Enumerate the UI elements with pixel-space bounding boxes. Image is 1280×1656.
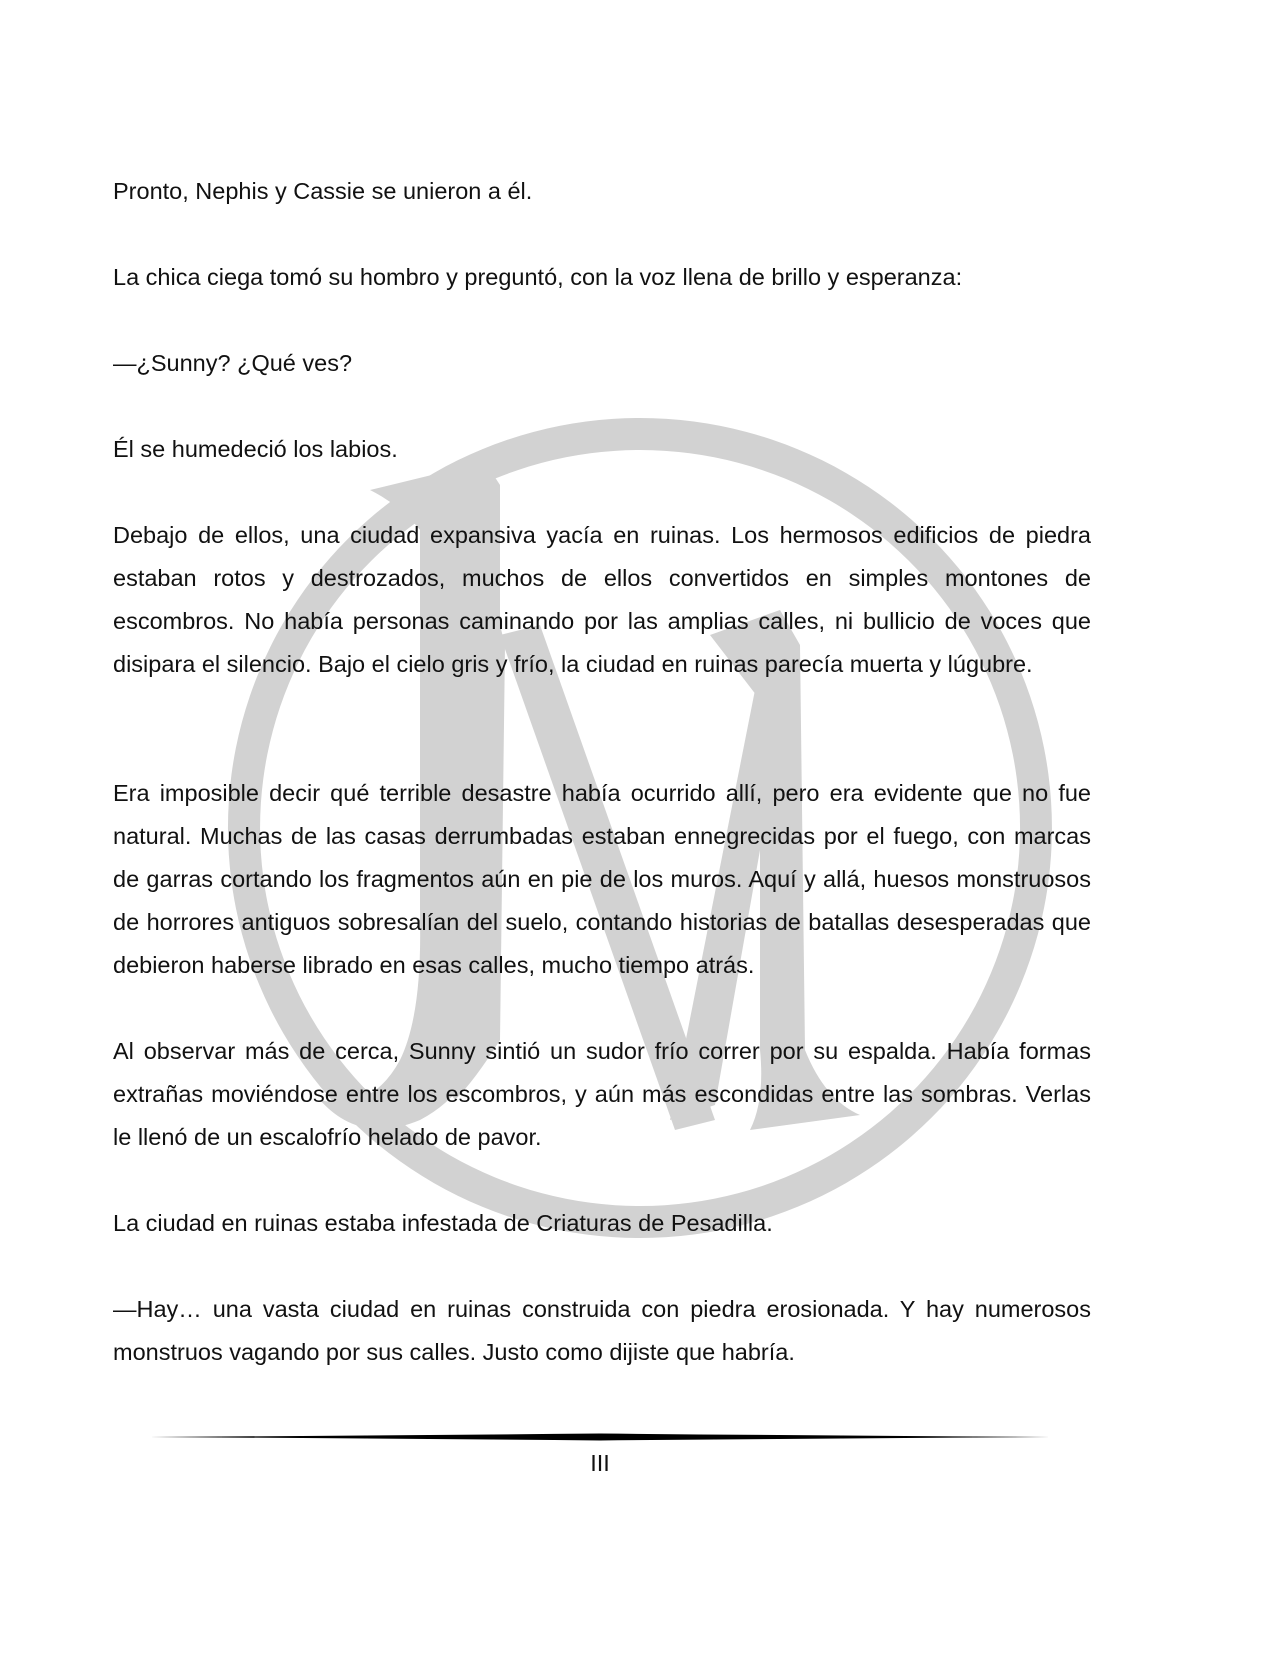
paragraph: La chica ciega tomó su hombro y preguntó, con la voz llena de brillo y esperanza: xyxy=(113,264,963,290)
paragraph: Al observar más de cerca, Sunny sintió un sudor frío correr por su espalda. Había formas extrañas moviéndose entre los escombros, y aún más escondidas entre las sombras. Verlas le llenó de un escalofrío helado de pavor. xyxy=(113,1038,1091,1150)
page-number: III xyxy=(590,1450,610,1476)
paragraph: —¿Sunny? ¿Qué ves? xyxy=(113,350,353,376)
paragraph: Era imposible decir qué terrible desastre había ocurrido allí, pero era evidente que no fue natural. Muchas de las casas derrumbadas estaban ennegrecidas por el fuego, con marcas de garras cortando los fragmentos aún en pie de los muros. Aquí y allá, huesos monstruosos de horrores antiguos sobresalían del suelo, contando historias de batallas desesperadas que debieron haberse librado en esas calles, mucho tiempo atrás. xyxy=(113,780,1091,978)
paragraph: Debajo de ellos, una ciudad expansiva yacía en ruinas. Los hermosos edificios de piedra estaban rotos y destrozados, muchos de ellos convertidos en simples montones de escombros. No había personas caminando por las amplias calles, ni bullicio de voces que disipara el silencio. Bajo el cielo gris y frío, la ciudad en ruinas parecía muerta y lúgubre. xyxy=(113,522,1091,677)
paragraph: Él se humedeció los labios. xyxy=(113,436,398,462)
paragraph: La ciudad en ruinas estaba infestada de Criaturas de Pesadilla. xyxy=(113,1210,773,1236)
paragraph: Pronto, Nephis y Cassie se unieron a él. xyxy=(113,178,533,204)
footer-divider xyxy=(150,1432,1050,1442)
paragraph: —Hay… una vasta ciudad en ruinas construida con piedra erosionada. Y hay numerosos monstruos vagando por sus calles. Justo como dijiste que habría. xyxy=(113,1296,1091,1365)
